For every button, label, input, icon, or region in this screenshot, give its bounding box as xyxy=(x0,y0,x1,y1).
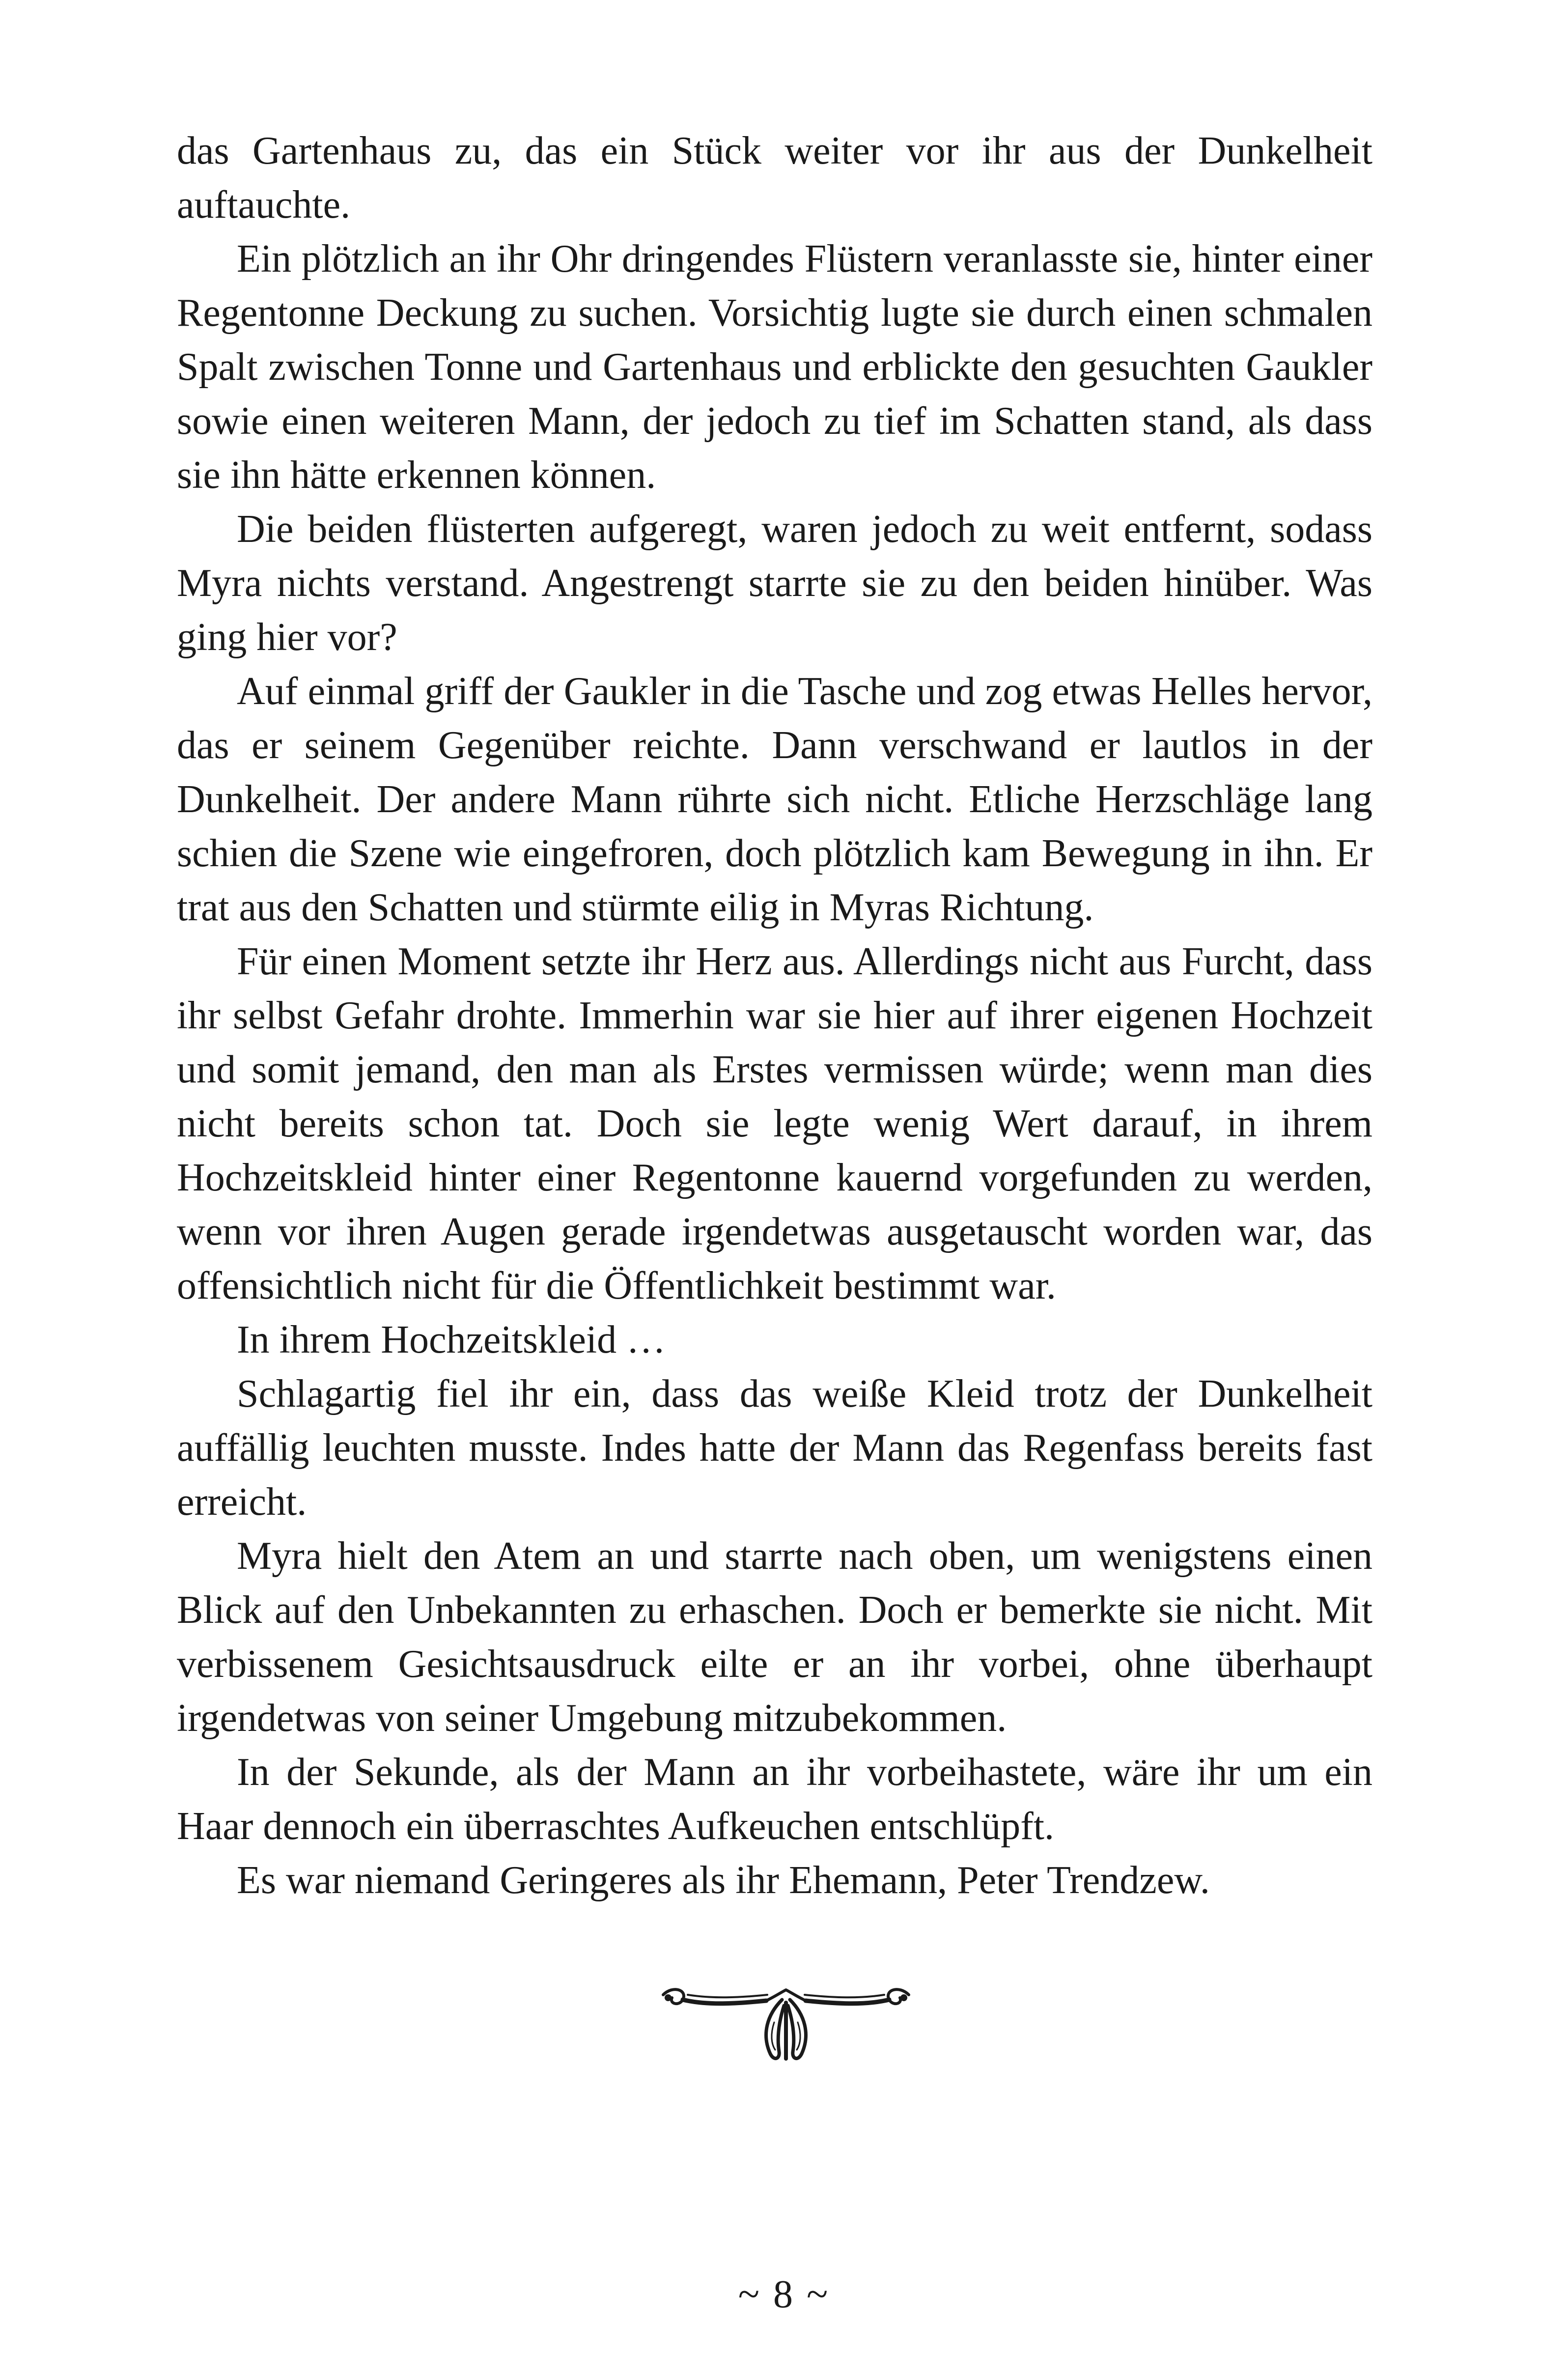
paragraph-9: In der Sekunde, als der Mann an ihr vorbeihastete, wäre ihr um ein Haar dennoch ein überraschtes Aufkeuchen entschlüpft. xyxy=(177,1751,1372,1848)
paragraph-5: Für einen Moment setzte ihr Herz aus. Allerdings nicht aus Furcht, dass ihr selbst Gefahr drohte. Immerhin war sie hier auf ihrer eigenen Hochzeit und somit jemand, den man als Erstes vermissen würde; wenn man dies nicht bereits schon tat. Doch sie legte wenig Wert darauf, in ihrem Hochzeitskleid hinter einer Regentonne kauernd vorgefunden zu werden, wenn vor ihren Augen gerade irgendetwas ausgetauscht worden war, das offensichtlich nicht für die Öffentlichkeit bestimmt war. xyxy=(177,940,1372,1307)
paragraph-8: Myra hielt den Atem an und starrte nach oben, um wenigstens einen Blick auf den Unbekannten zu erhaschen. Doch er bemerkte sie nicht. Mit verbissenem Gesichtsausdruck eilte er an ihr vorbei, ohne überhaupt irgendetwas von seiner Umgebung mitzubekommen. xyxy=(177,1534,1372,1740)
paragraph-2: Ein plötzlich an ihr Ohr dringendes Flüstern veranlasste sie, hinter einer Regentonne Deckung zu suchen. Vorsichtig lugte sie durch einen schmalen Spalt zwischen Tonne und Gartenhaus und erblickte den gesuchten Gaukler sowie einen weiteren Mann, der jedoch zu tief im Schatten stand, als dass sie ihn hätte erkennen können. xyxy=(177,237,1372,497)
paragraph-10: Es war niemand Geringeres als ihr Ehemann, Peter Trendzew. xyxy=(237,1859,1210,1902)
paragraph-4: Auf einmal griff der Gaukler in die Tasche und zog etwas Helles hervor, das er seinem Gegenüber reichte. Dann verschwand er lautlos in der Dunkelheit. Der andere Mann rührte sich nicht. Etliche Herzschläge lang schien die Szene wie eingefroren, doch plötzlich kam Bewegung in ihn. Er trat aus den Schatten und stürmte eilig in Myras Richtung. xyxy=(177,670,1372,929)
paragraph-3: Die beiden flüsterten aufgeregt, waren jedoch zu weit entfernt, sodass Myra nichts verstand. Angestrengt starrte sie zu den beiden hinüber. Was ging hier vor? xyxy=(177,508,1372,659)
paragraph-1: das Gartenhaus zu, das ein Stück weiter vor ihr aus der Dunkelheit auftauchte. xyxy=(177,129,1372,227)
paragraph-6: In ihrem Hochzeitskleid … xyxy=(237,1318,666,1361)
ornamental-flourish-icon xyxy=(653,1975,919,2073)
page-number: ~ 8 ~ xyxy=(738,2273,830,2316)
paragraph-7: Schlagartig fiel ihr ein, dass das weiße Kleid trotz der Dunkelheit auffällig leuchten musste. Indes hatte der Mann das Regenfass bereits fast erreicht. xyxy=(177,1372,1372,1524)
body-text xyxy=(177,124,1372,1907)
